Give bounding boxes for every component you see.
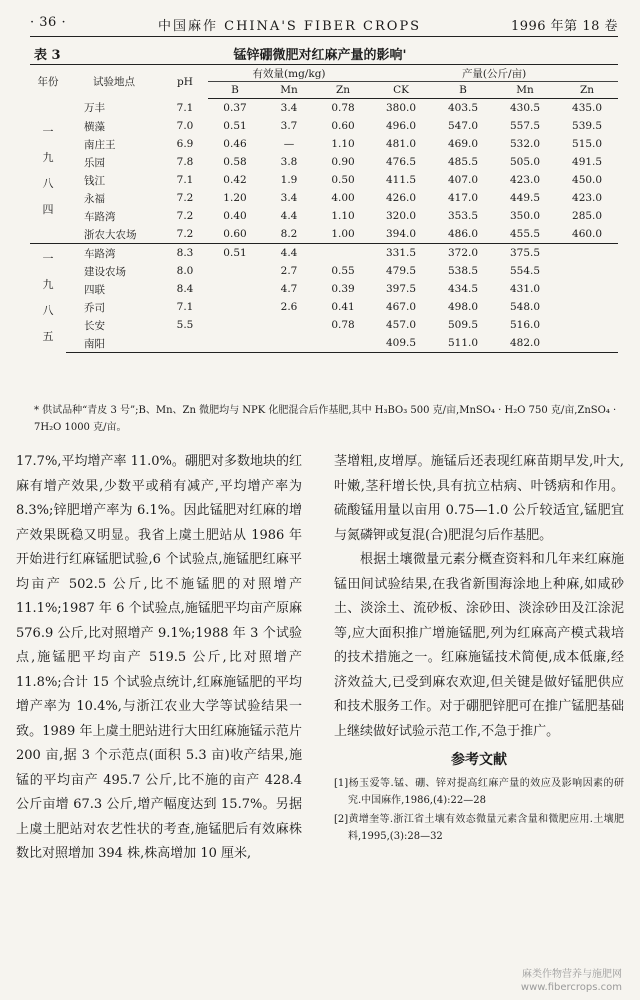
header-yield: 产量(公斤/亩): [370, 65, 618, 82]
value-cell: 1.9: [280, 174, 298, 186]
value-cell: 397.5: [386, 283, 417, 295]
value-cell: 554.5: [510, 265, 541, 277]
value-cell: 509.5: [448, 319, 479, 331]
value-cell: [556, 280, 618, 298]
table-row: [30, 262, 618, 280]
site-cell: 南阳: [66, 334, 162, 353]
site-cell: 浙农大农场: [84, 228, 137, 241]
value-cell: 0.37: [223, 102, 247, 114]
value-cell: 7.1: [176, 301, 194, 313]
value-cell: [262, 334, 316, 353]
value-cell: 479.5: [386, 265, 417, 277]
header-yield-mn: Mn: [494, 82, 556, 99]
value-cell: 4.4: [262, 244, 316, 263]
value-cell: 7.2: [176, 192, 194, 204]
value-cell: 0.78: [331, 102, 355, 114]
site-cell: 横藻: [84, 120, 105, 133]
value-cell: 372.0: [432, 244, 494, 263]
value-cell: [208, 262, 262, 280]
value-cell: 460.0: [572, 228, 603, 240]
value-cell: 0.78: [331, 319, 355, 331]
value-cell: 375.5: [494, 244, 556, 263]
value-cell: 8.3: [162, 244, 208, 263]
header-effective: 有效量(mg/kg): [208, 65, 370, 82]
value-cell: 409.5: [370, 334, 432, 353]
value-cell: 423.0: [572, 192, 603, 204]
value-cell: 411.5: [386, 174, 417, 186]
value-cell: 0.39: [331, 283, 355, 295]
table-row: [30, 316, 618, 334]
references-title: 参考文献: [451, 752, 507, 768]
site-cell: 乐园: [84, 156, 105, 169]
value-cell: 548.0: [510, 301, 541, 313]
value-cell: 0.46: [223, 138, 247, 150]
value-cell: 485.5: [448, 156, 479, 168]
value-cell: 7.1: [176, 174, 194, 186]
value-cell: 7.2: [176, 228, 194, 240]
value-cell: 0.58: [223, 156, 247, 168]
site-cell: 万丰: [84, 102, 105, 115]
value-cell: 435.0: [572, 102, 603, 114]
watermark: [521, 968, 622, 994]
table-footnote: * 供试品种“青皮 3 号”;B、Mn、Zn 微肥均与 NPK 化肥混合后作基肥,其中 H₃BO₃ 500 克/亩,MnSO₄ · H₂O 750 克/亩,ZnSO₄ · 7H₂O 1000 克/亩。: [34, 405, 617, 433]
year-cell: 一 九 八 四: [42, 124, 54, 216]
table-row: [30, 117, 618, 135]
value-cell: 1.10: [331, 138, 355, 150]
value-cell: 0.40: [223, 210, 247, 222]
value-cell: [556, 244, 618, 263]
journal-title: 中国麻作 CHINA'S FIBER CROPS: [158, 19, 422, 34]
value-cell: —: [283, 138, 295, 150]
table-row: [30, 225, 618, 244]
value-cell: 0.50: [331, 174, 355, 186]
reference-2: [2]黄增奎等.浙江省土壤有效态微量元素含量和微肥应用.土壤肥料,1995,(3):28—32: [334, 813, 624, 842]
site-cell: 建设农场: [84, 265, 126, 278]
value-cell: 423.0: [510, 174, 541, 186]
value-cell: 394.0: [386, 228, 417, 240]
value-cell: 515.0: [572, 138, 603, 150]
left-paragraph: 17.7%,平均增产率 11.0%。硼肥对多数地块的红麻有增产效果,少数平或稍有减产,平均增产率为 8.3%;锌肥增产率为 6.1%。因此锰肥对红麻的增产效果既稳又明显。我省上虞土肥站从 1986 年开始进行红麻锰肥试验,6 个试验点,施锰肥红麻平均亩产 502.5 公斤,比不施锰肥的对照增产 11.1%;1987 年 6 个试验点,施锰肥平均亩产原麻 576.9 公斤,比对照增产 9.1%;1988 年 3 个试验点,施锰肥平均亩产 519.5 公斤,比对照增产 11.8%;合计 15 个试验点统计,红麻施锰肥的平均增产率为 10.4%,与浙江农业大学等试验结果一致。1989 年上虞土肥站进行大田红麻施锰示范片 200 亩,据 3 个示范点(面积 5.3 亩)收产结果,施锰的平均亩产 495.7 公斤,比不施的亩产 428.4 公斤亩增 67.3 公斤,增产幅度达到 15.7%。另据上虞土肥站对农艺性状的考查,施锰肥后有效麻株数比对照增加 394 株,株高增加 10 厘米,: [16, 454, 302, 861]
value-cell: [556, 262, 618, 280]
value-cell: 538.5: [448, 265, 479, 277]
value-cell: [162, 334, 208, 353]
value-cell: 353.5: [448, 210, 479, 222]
value-cell: 426.0: [386, 192, 417, 204]
value-cell: 1.00: [331, 228, 355, 240]
value-cell: 505.0: [510, 156, 541, 168]
header-ph: pH: [162, 65, 208, 99]
site-cell: 永福: [84, 192, 105, 205]
header-yield-zn: Zn: [556, 82, 618, 99]
page-header: [30, 12, 618, 36]
body-left-column: [16, 450, 302, 867]
value-cell: 3.7: [280, 120, 298, 132]
value-cell: 0.42: [223, 174, 247, 186]
value-cell: 482.0: [494, 334, 556, 353]
value-cell: 285.0: [572, 210, 603, 222]
value-cell: 331.5: [370, 244, 432, 263]
header-eff-zn: Zn: [316, 82, 370, 99]
body-right-column: [334, 450, 624, 845]
header-eff-mn: Mn: [262, 82, 316, 99]
watermark-line-1: 麻类作物营养与施肥网: [522, 969, 622, 980]
value-cell: 2.7: [280, 265, 298, 277]
table-row: [30, 135, 618, 153]
year-cell: 一 九 八 五: [30, 244, 66, 353]
value-cell: 407.0: [448, 174, 479, 186]
watermark-line-2: www.fibercrops.com: [520, 982, 622, 993]
table-row: [30, 334, 618, 353]
value-cell: 7.0: [176, 120, 194, 132]
value-cell: [556, 334, 618, 353]
value-cell: [208, 298, 262, 316]
header-site: 试验地点: [66, 65, 162, 99]
value-cell: 539.5: [572, 120, 603, 132]
table-row: [30, 171, 618, 189]
value-cell: 380.0: [386, 102, 417, 114]
value-cell: 320.0: [386, 210, 417, 222]
reference-1: [1]杨玉爱等.锰、硼、锌对提高红麻产量的效应及影响因素的研究.中国麻作,1986,(4):22—28: [334, 777, 624, 806]
value-cell: 0.60: [331, 120, 355, 132]
site-cell: 乔司: [84, 301, 105, 314]
value-cell: 516.0: [510, 319, 541, 331]
site-cell: 长安: [84, 319, 105, 332]
value-cell: 8.0: [176, 265, 194, 277]
header-yield-ck: CK: [370, 82, 432, 99]
value-cell: 0.55: [331, 265, 355, 277]
value-cell: 498.0: [448, 301, 479, 313]
value-cell: 7.2: [176, 210, 194, 222]
table-row: [30, 99, 618, 118]
value-cell: [316, 334, 370, 353]
table-row: [30, 207, 618, 225]
right-paragraph-2: 根据土壤微量元素分概查资料和几年来红麻施锰田间试验结果,在我省新围海涂地上种麻,如咸砂土、淡涂土、流砂板、涂砂田、淡涂砂田及江涂泥等,应大面积推广增施锰肥,列为红麻高产模式栽培的技术措施之一。红麻施锰技术简便,成本低廉,经济效益大,已受到麻农欢迎,但关键是做好锰肥供应和技术服务工作。对于硼肥锌肥可在推广锰肥基础上继续做好试验示范工作,不急于推广。: [334, 552, 624, 739]
table-row: [30, 189, 618, 207]
issue-info: 1996 年第 18 卷: [510, 19, 618, 34]
value-cell: 450.0: [572, 174, 603, 186]
value-cell: 3.4: [280, 102, 298, 114]
value-cell: 7.8: [176, 156, 194, 168]
table-title: 锰锌硼微肥对红麻产量的影响': [233, 48, 407, 63]
value-cell: 0.60: [223, 228, 247, 240]
value-cell: 8.2: [280, 228, 298, 240]
value-cell: 557.5: [510, 120, 541, 132]
site-cell: 四联: [84, 283, 105, 296]
value-cell: 532.0: [510, 138, 541, 150]
table-row: [30, 280, 618, 298]
value-cell: 496.0: [386, 120, 417, 132]
value-cell: 4.00: [331, 192, 355, 204]
value-cell: 1.20: [223, 192, 247, 204]
yield-table: [30, 64, 618, 353]
value-cell: 4.4: [280, 210, 298, 222]
value-cell: 430.5: [510, 102, 541, 114]
table-label: 表 3: [34, 48, 61, 63]
value-cell: 5.5: [176, 319, 194, 331]
value-cell: 511.0: [432, 334, 494, 353]
site-cell: 车路湾: [66, 244, 162, 263]
value-cell: 547.0: [448, 120, 479, 132]
value-cell: 431.0: [510, 283, 541, 295]
value-cell: [208, 280, 262, 298]
value-cell: 434.5: [448, 283, 479, 295]
value-cell: 403.5: [448, 102, 479, 114]
site-cell: 车路湾: [84, 210, 116, 223]
page-number: · 36 ·: [30, 15, 67, 30]
table-row: [30, 153, 618, 171]
value-cell: 467.0: [386, 301, 417, 313]
value-cell: 449.5: [510, 192, 541, 204]
site-cell: 南庄王: [84, 138, 116, 151]
right-paragraph-1: 茎增粗,皮增厚。施锰后还表现红麻苗期早发,叶大,叶嫩,茎秆增长快,具有抗立枯病、叶锈病和作用。硫酸锰用量以亩用 0.75—1.0 公斤较适宜,锰肥宜与氮磷钾或复混(合)肥混匀后作基肥。: [334, 454, 624, 543]
value-cell: 457.0: [386, 319, 417, 331]
header-eff-b: B: [208, 82, 262, 99]
value-cell: 481.0: [386, 138, 417, 150]
value-cell: 476.5: [386, 156, 417, 168]
value-cell: 0.51: [208, 244, 262, 263]
value-cell: 0.41: [331, 301, 355, 313]
value-cell: 469.0: [448, 138, 479, 150]
header-year: 年份: [30, 65, 66, 99]
value-cell: [556, 298, 618, 316]
value-cell: 417.0: [448, 192, 479, 204]
value-cell: [316, 244, 370, 263]
value-cell: 6.9: [176, 138, 194, 150]
value-cell: 491.5: [572, 156, 603, 168]
table-row: [30, 244, 618, 263]
value-cell: [556, 316, 618, 334]
header-yield-b: B: [432, 82, 494, 99]
value-cell: 3.4: [280, 192, 298, 204]
value-cell: [262, 316, 316, 334]
value-cell: 4.7: [280, 283, 298, 295]
value-cell: 0.51: [223, 120, 247, 132]
value-cell: 455.5: [510, 228, 541, 240]
value-cell: 7.1: [176, 101, 194, 114]
value-cell: 1.10: [331, 210, 355, 222]
value-cell: 2.6: [280, 301, 298, 313]
value-cell: 0.90: [331, 156, 355, 168]
table-row: [30, 298, 618, 316]
site-cell: 钱江: [84, 174, 105, 187]
value-cell: 8.4: [176, 283, 194, 295]
value-cell: 3.8: [280, 156, 298, 168]
value-cell: [208, 334, 262, 353]
value-cell: [208, 316, 262, 334]
value-cell: 486.0: [448, 228, 479, 240]
value-cell: 350.0: [510, 210, 541, 222]
header-rule: [30, 36, 618, 37]
